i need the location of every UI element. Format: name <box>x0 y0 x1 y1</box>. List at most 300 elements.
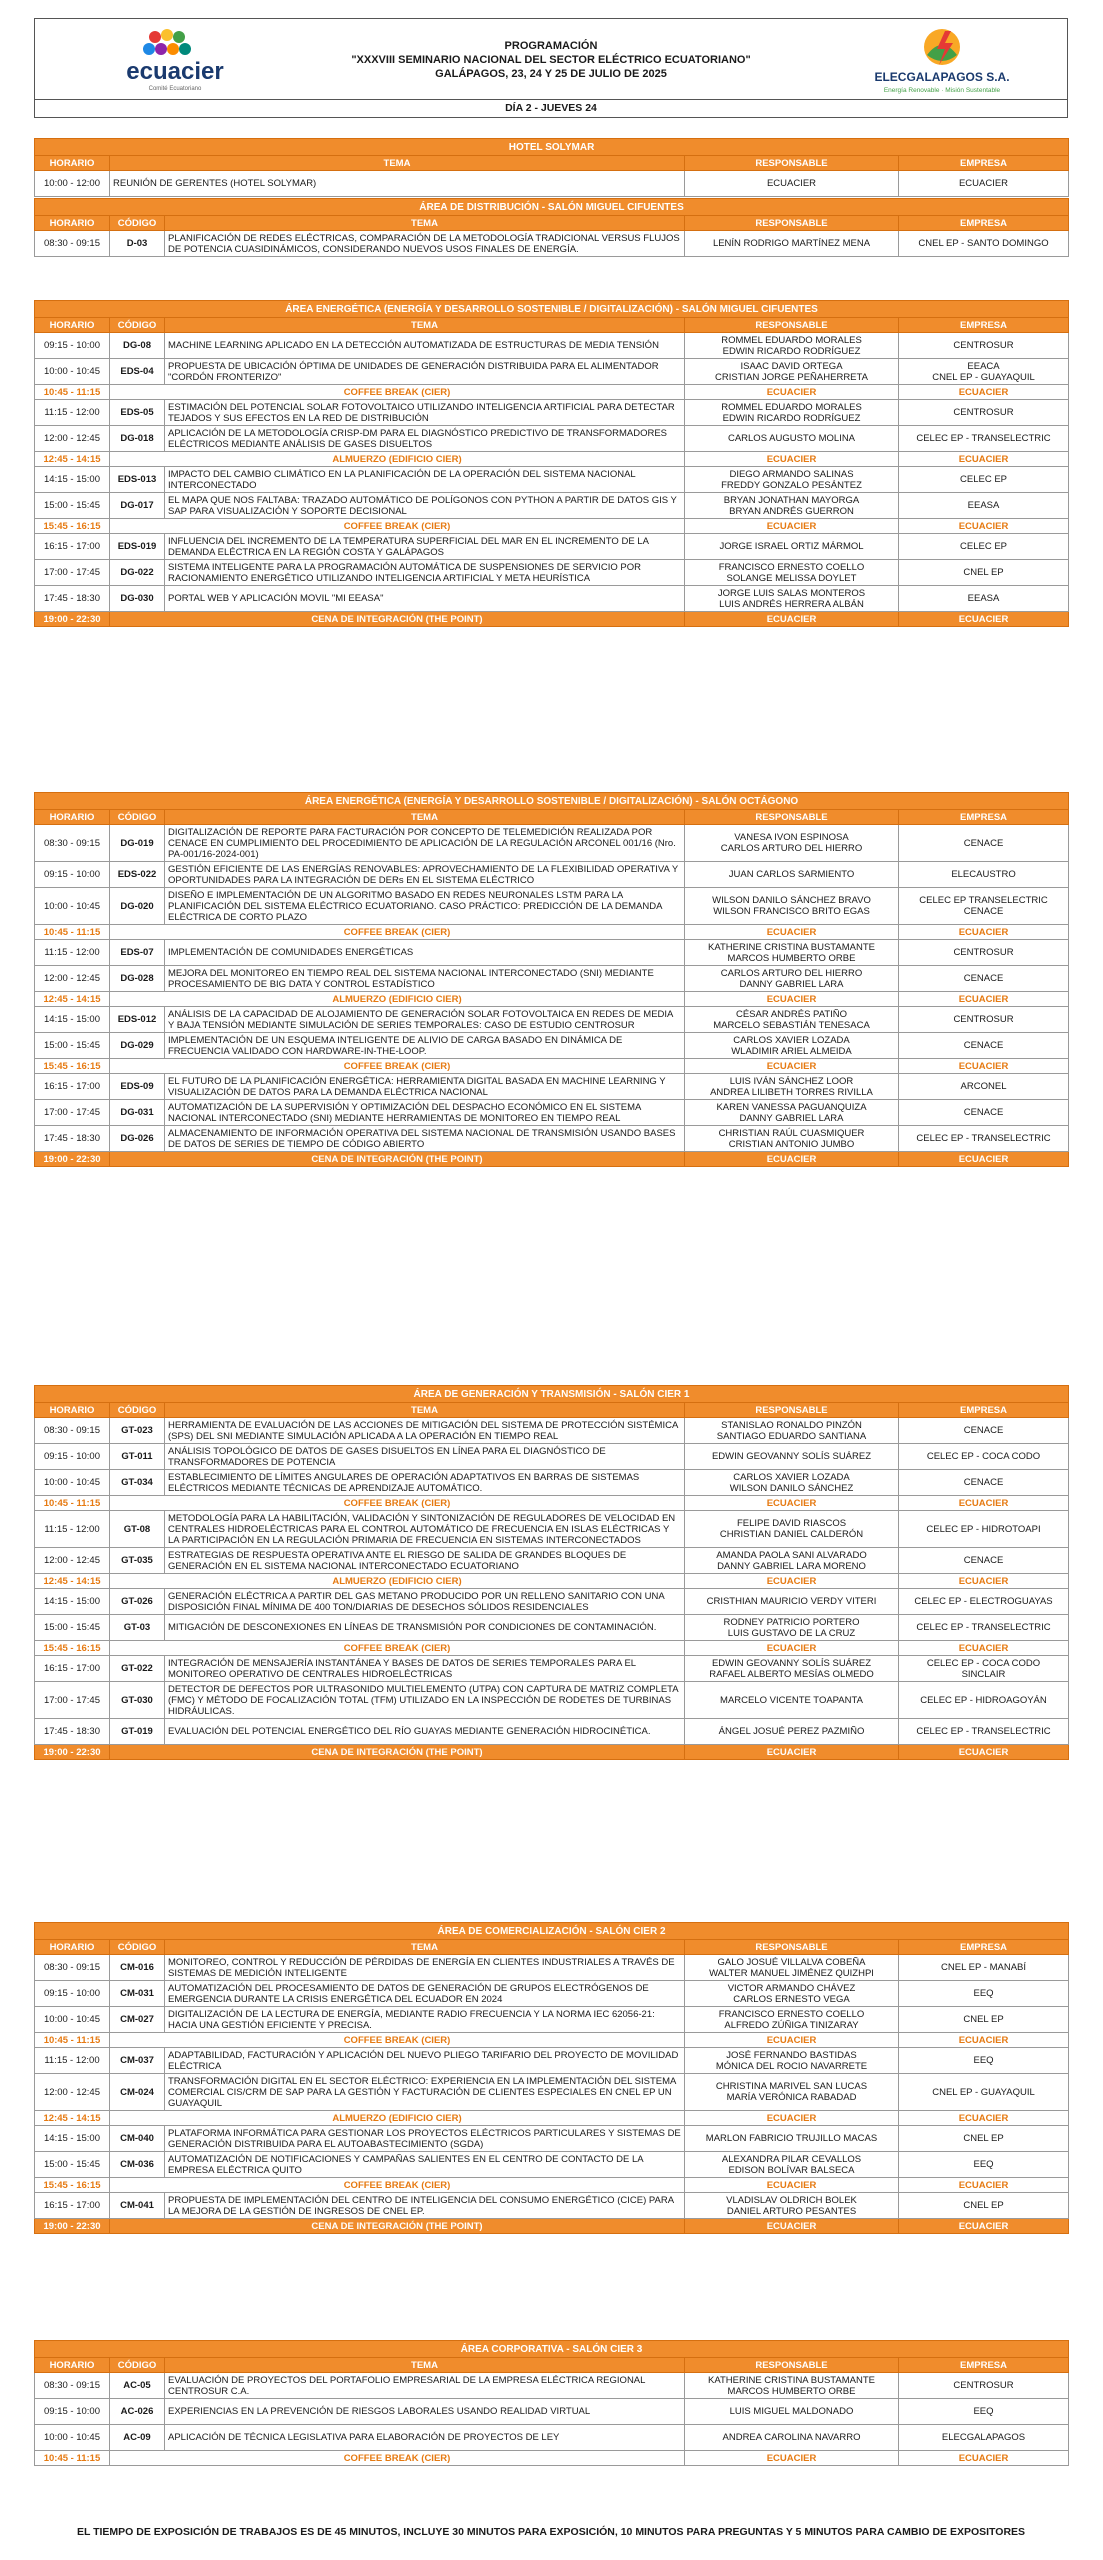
time-cell: 08:30 - 09:15 <box>35 2373 110 2399</box>
responsible-cell: JOSÉ FERNANDO BASTIDAS MÓNICA DEL ROCIO NAVARRETE <box>685 2048 899 2074</box>
company-cell: ECUACIER <box>899 2111 1069 2126</box>
responsible-cell: FELIPE DAVID RIASCOS CHRISTIAN DANIEL CALDERÓN <box>685 1511 899 1548</box>
column-header: RESPONSABLE <box>685 318 899 333</box>
topic-cell: APLICACIÓN DE LA METODOLOGÍA CRISP-DM PARA EL DIAGNÓSTICO PREDICTIVO DE TRANSFORMADORES ELÉCTRICOS MEDIANTE ANÁLISIS DE GASES DISUELTOS <box>165 426 685 452</box>
responsible-cell: ECUACIER <box>685 452 899 467</box>
responsible-cell: CHRISTINA MARIVEL SAN LUCAS MARÍA VERÓNICA RABADAD <box>685 2074 899 2111</box>
time-cell: 12:00 - 12:45 <box>35 2074 110 2111</box>
topic-cell: DISEÑO E IMPLEMENTACIÓN DE UN ALGORITMO BASADO EN REDES NEURONALES LSTM PARA LA PLANIFICACIÓN DEL SISTEMA ELÉCTRICO ECUATORIANO. CASO PRÁCTICO: PREDICCIÓN DE LA DEMANDA ELÉCTRICA DE CORTO PLAZO <box>165 888 685 925</box>
code-cell: GT-03 <box>110 1615 165 1641</box>
time-cell: 11:15 - 12:00 <box>35 400 110 426</box>
column-header-row <box>35 2358 1069 2373</box>
time-cell: 10:45 - 11:15 <box>35 2451 110 2466</box>
column-header: RESPONSABLE <box>685 810 899 825</box>
session-row <box>35 1100 1069 1126</box>
time-cell: 09:15 - 10:00 <box>35 333 110 359</box>
section-title-row <box>35 2341 1069 2358</box>
company-cell: CNEL EP - GUAYAQUIL <box>899 2074 1069 2111</box>
responsible-cell: EDWIN GEOVANNY SOLÍS SUÁREZ <box>685 1444 899 1470</box>
column-header: TEMA <box>165 2358 685 2373</box>
code-cell: EDS-09 <box>110 1074 165 1100</box>
code-cell: EDS-012 <box>110 1007 165 1033</box>
responsible-cell: GALO JOSUÉ VILLALVA COBEÑA WALTER MANUEL JIMÉNEZ QUIZHPI <box>685 1955 899 1981</box>
topic-cell: IMPLEMENTACIÓN DE UN ESQUEMA INTELIGENTE DE ALIVIO DE CARGA BASADO EN DINÁMICA DE FRECUENCIA VALIDADO CON HARDWARE-IN-THE-LOOP. <box>165 1033 685 1059</box>
column-header: HORARIO <box>35 1940 110 1955</box>
time-cell: 10:00 - 10:45 <box>35 359 110 385</box>
responsible-cell: JUAN CARLOS SARMIENTO <box>685 862 899 888</box>
break-label: COFFEE BREAK (CIER) <box>110 2451 685 2466</box>
responsible-cell: ECUACIER <box>685 1641 899 1656</box>
company-cell: ECUACIER <box>899 2451 1069 2466</box>
time-cell: 08:30 - 09:15 <box>35 1418 110 1444</box>
time-cell: 09:15 - 10:00 <box>35 862 110 888</box>
responsible-cell: BRYAN JONATHAN MAYORGA BRYAN ANDRÉS GUERRON <box>685 493 899 519</box>
company-cell: ECUACIER <box>899 519 1069 534</box>
responsible-cell: FRANCISCO ERNESTO COELLO SOLANGE MELISSA DOYLET <box>685 560 899 586</box>
company-cell: CENACE <box>899 966 1069 992</box>
code-cell: CM-037 <box>110 2048 165 2074</box>
time-cell: 16:15 - 17:00 <box>35 534 110 560</box>
company-cell: ARCONEL <box>899 1074 1069 1100</box>
topic-cell: DIGITALIZACIÓN DE REPORTE PARA FACTURACIÓN POR CONCEPTO DE TELEMEDICIÓN REALIZADA POR CENACE EN CUMPLIMIENTO DEL PROCEDIMIENTO DE APLICACIÓN DE LA REGULACIÓN ARCONEL 001/16 (Nro. PA-001/16-2024-001) <box>165 825 685 862</box>
responsible-cell: JORGE LUIS SALAS MONTEROS LUIS ANDRÉS HERRERA ALBÁN <box>685 586 899 612</box>
break-label: COFFEE BREAK (CIER) <box>110 1641 685 1656</box>
break-row <box>35 452 1069 467</box>
company-cell: CENACE <box>899 825 1069 862</box>
company-cell: CELEC EP - TRANSELECTRIC <box>899 1126 1069 1152</box>
session-row <box>35 1589 1069 1615</box>
column-header: CÓDIGO <box>110 810 165 825</box>
session-row <box>35 560 1069 586</box>
topic-cell: MEJORA DEL MONITOREO EN TIEMPO REAL DEL SISTEMA NACIONAL INTERCONECTADO (SNI) MEDIANTE PROCESAMIENTO DE BIG DATA Y CONTROL ESTADÍSTICO <box>165 966 685 992</box>
topic-cell: PROPUESTA DE IMPLEMENTACIÓN DEL CENTRO DE INTELIGENCIA DEL CONSUMO ENERGÉTICO (CICE) PARA LA MEJORA DE LA GESTIÓN DE INGRESOS DE CNEL EP. <box>165 2193 685 2219</box>
code-cell: EDS-019 <box>110 534 165 560</box>
time-cell: 14:15 - 15:00 <box>35 1589 110 1615</box>
code-cell: CM-024 <box>110 2074 165 2111</box>
time-cell: 16:15 - 17:00 <box>35 1074 110 1100</box>
topic-cell: TRANSFORMACIÓN DIGITAL EN EL SECTOR ELÉCTRICO: EXPERIENCIA EN LA IMPLEMENTACIÓN DEL SISTEMA COMERCIAL CIS/CRM DE SAP PARA LA GESTIÓN Y FACTURACIÓN DE CLIENTES ESPECIALES EN CNEL EP UN GUAYAQUIL <box>165 2074 685 2111</box>
column-header: RESPONSABLE <box>685 216 899 231</box>
topic-cell: EVALUACIÓN DEL POTENCIAL ENERGÉTICO DEL RÍO GUAYAS MEDIANTE GENERACIÓN HIDROCINÉTICA. <box>165 1719 685 1745</box>
ecuacier-logo <box>105 25 245 95</box>
time-cell: 10:00 - 12:00 <box>35 171 110 197</box>
topic-cell: ESTABLECIMIENTO DE LÍMITES ANGULARES DE OPERACIÓN ADAPTATIVOS EN BARRAS DE SISTEMAS ELÉCTRICOS MEDIANTE TÉCNICAS DE APRENDIZAJE AUTOMÁTICO. <box>165 1470 685 1496</box>
code-cell: DG-022 <box>110 560 165 586</box>
schedule-table <box>34 2340 1069 2466</box>
session-row <box>35 1511 1069 1548</box>
topic-cell: EL MAPA QUE NOS FALTABA: TRAZADO AUTOMÁTICO DE POLÍGONOS CON PYTHON A PARTIR DE DATOS GIS Y SAP PARA VISUALIZACIÓN Y SOPORTE DECISIONAL <box>165 493 685 519</box>
break-row <box>35 2451 1069 2466</box>
time-cell: 12:45 - 14:15 <box>35 2111 110 2126</box>
company-cell: ECUACIER <box>899 2178 1069 2193</box>
company-cell: CELEC EP - TRANSELECTRIC <box>899 1615 1069 1641</box>
code-cell: EDS-07 <box>110 940 165 966</box>
session-row <box>35 1548 1069 1574</box>
company-cell: CELEC EP - TRANSELECTRIC <box>899 1719 1069 1745</box>
section-title-row <box>35 1923 1069 1940</box>
company-cell: ECUACIER <box>899 2219 1069 2234</box>
column-header: RESPONSABLE <box>685 1940 899 1955</box>
company-cell: EEQ <box>899 2152 1069 2178</box>
time-cell: 09:15 - 10:00 <box>35 1981 110 2007</box>
responsible-cell: ECUACIER <box>685 925 899 940</box>
company-cell: ECUACIER <box>899 171 1069 197</box>
column-header: TEMA <box>110 156 685 171</box>
elecgalapagos-logo <box>857 25 1027 99</box>
topic-cell: METODOLOGÍA PARA LA HABILITACIÓN, VALIDACIÓN Y SINTONIZACIÓN DE REGULADORES DE VELOCIDAD EN CENTRALES HIDROELÉCTRICAS PARA EL CONTROL AUTOMÁTICO DE FRECUENCIA EN ISLAS ELÉCTRICAS Y LA PARTICIPACIÓN EN LA REGULACIÓN PRIMARIA DE FRECUENCIA EN SISTEMAS INTERCONECTADOS <box>165 1511 685 1548</box>
responsible-cell: CARLOS ARTURO DEL HIERRO DANNY GABRIEL LARA <box>685 966 899 992</box>
column-header: RESPONSABLE <box>685 2358 899 2373</box>
column-header-row <box>35 318 1069 333</box>
responsible-cell: AMANDA PAOLA SANI ALVARADO DANNY GABRIEL LARA MORENO <box>685 1548 899 1574</box>
responsible-cell: KAREN VANESSA PAGUANQUIZA DANNY GABRIEL LARA <box>685 1100 899 1126</box>
time-cell: 17:45 - 18:30 <box>35 1126 110 1152</box>
session-row <box>35 1981 1069 2007</box>
break-label: COFFEE BREAK (CIER) <box>110 925 685 940</box>
svg-text:Comité Ecuatoriano: Comité Ecuatoriano <box>148 86 202 92</box>
schedule-table <box>34 138 1069 197</box>
topic-cell: GESTIÓN EFICIENTE DE LAS ENERGÍAS RENOVABLES: APROVECHAMIENTO DE LA FLEXIBILIDAD OPERATIVA Y OPORTUNIDADES PARA LA INTEGRACIÓN DE DERs EN EL SISTEMA ELÉCTRICO <box>165 862 685 888</box>
code-cell: GT-026 <box>110 1589 165 1615</box>
responsible-cell: RODNEY PATRICIO PORTERO LUIS GUSTAVO DE LA CRUZ <box>685 1615 899 1641</box>
company-cell: ECUACIER <box>899 1496 1069 1511</box>
column-header: CÓDIGO <box>110 1403 165 1418</box>
time-cell: 19:00 - 22:30 <box>35 1152 110 1167</box>
event-dates: GALÁPAGOS, 23, 24 Y 25 DE JULIO DE 2025 <box>435 68 667 80</box>
schedule-table <box>34 792 1069 1167</box>
time-cell: 15:00 - 15:45 <box>35 2152 110 2178</box>
column-header: TEMA <box>165 318 685 333</box>
topic-cell: EL FUTURO DE LA PLANIFICACIÓN ENERGÉTICA: HERRAMIENTA DIGITAL BASADA EN MACHINE LEARNING Y VISUALIZACIÓN DE DATOS PARA LA DEMANDA ELÉCTRICA NACIONAL <box>165 1074 685 1100</box>
break-row <box>35 1574 1069 1589</box>
column-header: HORARIO <box>35 216 110 231</box>
responsible-cell: ECUACIER <box>685 2219 899 2234</box>
column-header: EMPRESA <box>899 156 1069 171</box>
column-header: EMPRESA <box>899 1940 1069 1955</box>
break-row <box>35 925 1069 940</box>
topic-cell: PLANIFICACIÓN DE REDES ELÉCTRICAS, COMPARACIÓN DE LA METODOLOGÍA TRADICIONAL VERSUS FLUJOS DE POTENCIA CUASIDINÁMICOS, CONSIDERANDO NUEVOS USOS FINALES DE ENERGÍA. <box>165 231 685 257</box>
time-cell: 15:00 - 15:45 <box>35 493 110 519</box>
topic-cell: GENERACIÓN ELÉCTRICA A PARTIR DEL GAS METANO PRODUCIDO POR UN RELLENO SANITARIO CON UNA DISPOSICIÓN FINAL MÍNIMA DE 400 TON/DIARIAS DE DESECHOS SÓLIDOS RESIDENCIALES <box>165 1589 685 1615</box>
responsible-cell: ECUACIER <box>685 385 899 400</box>
session-row <box>35 586 1069 612</box>
break-row <box>35 1059 1069 1074</box>
code-cell: DG-019 <box>110 825 165 862</box>
time-cell: 10:00 - 10:45 <box>35 888 110 925</box>
column-header: EMPRESA <box>899 216 1069 231</box>
break-label: COFFEE BREAK (CIER) <box>110 1059 685 1074</box>
session-row <box>35 171 1069 197</box>
break-label: CENA DE INTEGRACIÓN (THE POINT) <box>110 612 685 627</box>
time-cell: 10:45 - 11:15 <box>35 2033 110 2048</box>
session-row <box>35 2425 1069 2451</box>
column-header: HORARIO <box>35 810 110 825</box>
code-cell: EDS-013 <box>110 467 165 493</box>
responsible-cell: ECUACIER <box>685 612 899 627</box>
responsible-cell: ECUACIER <box>685 1059 899 1074</box>
break-label: CENA DE INTEGRACIÓN (THE POINT) <box>110 1152 685 1167</box>
responsible-cell: LENÍN RODRIGO MARTÍNEZ MENA <box>685 231 899 257</box>
schedule-table <box>34 198 1069 257</box>
company-cell: ECUACIER <box>899 992 1069 1007</box>
time-cell: 08:30 - 09:15 <box>35 231 110 257</box>
session-row <box>35 467 1069 493</box>
responsible-cell: VLADISLAV OLDRICH BOLEK DANIEL ARTURO PESANTES <box>685 2193 899 2219</box>
responsible-cell: KATHERINE CRISTINA BUSTAMANTE MARCOS HUMBERTO ORBE <box>685 2373 899 2399</box>
company-cell: CELEC EP - TRANSELECTRIC <box>899 426 1069 452</box>
break-row <box>35 2111 1069 2126</box>
responsible-cell: STANISLAO RONALDO PINZÓN SANTIAGO EDUARDO SANTIANA <box>685 1418 899 1444</box>
topic-cell: AUTOMATIZACIÓN DE LA SUPERVISIÓN Y OPTIMIZACIÓN DEL DESPACHO ECONÓMICO EN EL SISTEMA NACIONAL INTERCONECTADO (SNI) MEDIANTE HERRAMIENTAS DE MONITOREO EN TIEMPO REAL <box>165 1100 685 1126</box>
session-row <box>35 333 1069 359</box>
company-cell: ECUACIER <box>899 452 1069 467</box>
footer-note: EL TIEMPO DE EXPOSICIÓN DE TRABAJOS ES DE 45 MINUTOS, INCLUYE 30 MINUTOS PARA EXPOSICIÓN, 10 MINUTOS PARA PREGUNTAS Y 5 MINUTOS PARA CAMBIO DE EXPOSITORES <box>76 2526 1026 2538</box>
time-cell: 10:45 - 11:15 <box>35 385 110 400</box>
time-cell: 17:00 - 17:45 <box>35 1100 110 1126</box>
schedule-table <box>34 1922 1069 2234</box>
session-row <box>35 862 1069 888</box>
column-header: HORARIO <box>35 318 110 333</box>
responsible-cell: ROMMEL EDUARDO MORALES EDWIN RICARDO RODRÍGUEZ <box>685 400 899 426</box>
code-cell: DG-017 <box>110 493 165 519</box>
responsible-cell: ECUACIER <box>685 2178 899 2193</box>
session-row <box>35 888 1069 925</box>
topic-cell: ESTRATEGIAS DE RESPUESTA OPERATIVA ANTE EL RIESGO DE SALIDA DE GRANDES BLOQUES DE GENERACIÓN EN EL SISTEMA NACIONAL INTERCONECTADO ECUATORIANO <box>165 1548 685 1574</box>
responsible-cell: ANDREA CAROLINA NAVARRO <box>685 2425 899 2451</box>
code-cell: CM-036 <box>110 2152 165 2178</box>
topic-cell: EXPERIENCIAS EN LA PREVENCIÓN DE RIESGOS LABORALES USANDO REALIDAD VIRTUAL <box>165 2399 685 2425</box>
company-cell: ECUACIER <box>899 1059 1069 1074</box>
responsible-cell: KATHERINE CRISTINA BUSTAMANTE MARCOS HUMBERTO ORBE <box>685 940 899 966</box>
time-cell: 15:45 - 16:15 <box>35 1641 110 1656</box>
session-row <box>35 1074 1069 1100</box>
topic-cell: INFLUENCIA DEL INCREMENTO DE LA TEMPERATURA SUPERFICIAL DEL MAR EN EL INCREMENTO DE LA DEMANDA ELÉCTRICA EN LA REGIÓN COSTA Y GALÁPAGOS <box>165 534 685 560</box>
time-cell: 10:45 - 11:15 <box>35 925 110 940</box>
time-cell: 19:00 - 22:30 <box>35 2219 110 2234</box>
session-row <box>35 426 1069 452</box>
code-cell: CM-041 <box>110 2193 165 2219</box>
column-header: RESPONSABLE <box>685 156 899 171</box>
section-title-row <box>35 793 1069 810</box>
section-title-row <box>35 139 1069 156</box>
company-cell: EEQ <box>899 2048 1069 2074</box>
break-row <box>35 2033 1069 2048</box>
company-cell: ELECGALAPAGOS <box>899 2425 1069 2451</box>
company-cell: ECUACIER <box>899 612 1069 627</box>
company-cell: CENTROSUR <box>899 1007 1069 1033</box>
topic-cell: DETECTOR DE DEFECTOS POR ULTRASONIDO MULTIELEMENTO (UTPA) CON CAPTURA DE MATRIZ COMPLETA (FMC) Y MÉTODO DE FOCALIZACIÓN TOTAL (TFM) UTILIZADO EN LA INSPECCIÓN DE RODETES DE TURBINAS HIDRÁULICAS. <box>165 1682 685 1719</box>
company-cell: ECUACIER <box>899 1745 1069 1760</box>
break-label: CENA DE INTEGRACIÓN (THE POINT) <box>110 2219 685 2234</box>
company-cell: CNEL EP - MANABÍ <box>899 1955 1069 1981</box>
session-row <box>35 2074 1069 2111</box>
code-cell: EDS-04 <box>110 359 165 385</box>
code-cell: EDS-022 <box>110 862 165 888</box>
svg-text:ELECGALAPAGOS S.A.: ELECGALAPAGOS S.A. <box>874 70 1010 84</box>
time-cell: 17:45 - 18:30 <box>35 1719 110 1745</box>
time-cell: 16:15 - 17:00 <box>35 1656 110 1682</box>
topic-cell: REUNIÓN DE GERENTES (HOTEL SOLYMAR) <box>110 171 685 197</box>
svg-text:Energía Renovable · Misión Sus: Energía Renovable · Misión Sustentable <box>883 87 1001 94</box>
column-header: CÓDIGO <box>110 1940 165 1955</box>
column-header-row <box>35 156 1069 171</box>
topic-cell: IMPACTO DEL CAMBIO CLIMÁTICO EN LA PLANIFICACIÓN DE LA OPERACIÓN DEL SISTEMA NACIONAL INTERCONECTADO <box>165 467 685 493</box>
topic-cell: IMPLEMENTACIÓN DE COMUNIDADES ENERGÉTICAS <box>165 940 685 966</box>
break-label: ALMUERZO (EDIFICIO CIER) <box>110 1574 685 1589</box>
responsible-cell: DIEGO ARMANDO SALINAS FREDDY GONZALO PESÁNTEZ <box>685 467 899 493</box>
topic-cell: HERRAMIENTA DE EVALUACIÓN DE LAS ACCIONES DE MITIGACIÓN DEL SISTEMA DE PROTECCIÓN SISTÉMICA (SPS) DEL SNI MEDIANTE SIMULACIÓN APLICADA A LA OPERACIÓN EN TIEMPO REAL <box>165 1418 685 1444</box>
column-header: RESPONSABLE <box>685 1403 899 1418</box>
code-cell: AC-05 <box>110 2373 165 2399</box>
code-cell: DG-08 <box>110 333 165 359</box>
session-row <box>35 1126 1069 1152</box>
session-row <box>35 1615 1069 1641</box>
responsible-cell: ISAAC DAVID ORTEGA CRISTIAN JORGE PEÑAHERRETA <box>685 359 899 385</box>
topic-cell: DIGITALIZACIÓN DE LA LECTURA DE ENERGÍA, MEDIANTE RADIO FRECUENCIA Y LA NORMA IEC 62056-21: HACIA UNA GESTIÓN EFICIENTE Y PRECISA. <box>165 2007 685 2033</box>
time-cell: 14:15 - 15:00 <box>35 2126 110 2152</box>
time-cell: 19:00 - 22:30 <box>35 1745 110 1760</box>
time-cell: 11:15 - 12:00 <box>35 1511 110 1548</box>
session-row <box>35 2399 1069 2425</box>
responsible-cell: CARLOS XAVIER LOZADA WILSON DANILO SÁNCHEZ <box>685 1470 899 1496</box>
schedule-table <box>34 300 1069 627</box>
session-row <box>35 534 1069 560</box>
code-cell: CM-027 <box>110 2007 165 2033</box>
topic-cell: ALMACENAMIENTO DE INFORMACIÓN OPERATIVA DEL SISTEMA NACIONAL DE TRANSMISIÓN USANDO BASES DE DATOS DE SERIES DE TIEMPO DE CÓDIGO ABIERTO <box>165 1126 685 1152</box>
column-header: CÓDIGO <box>110 2358 165 2373</box>
code-cell: GT-022 <box>110 1656 165 1682</box>
responsible-cell: ECUACIER <box>685 1745 899 1760</box>
code-cell: GT-023 <box>110 1418 165 1444</box>
break-row <box>35 519 1069 534</box>
company-cell: CENTROSUR <box>899 400 1069 426</box>
session-row <box>35 1719 1069 1745</box>
section-title-row <box>35 301 1069 318</box>
time-cell: 17:00 - 17:45 <box>35 560 110 586</box>
topic-cell: ESTIMACIÓN DEL POTENCIAL SOLAR FOTOVOLTAICO UTILIZANDO INTELIGENCIA ARTIFICIAL PARA DETECTAR TEJADOS Y SUS EFECTOS EN LA RED DE DISTRIBUCIÓN <box>165 400 685 426</box>
column-header: EMPRESA <box>899 2358 1069 2373</box>
company-cell: ECUACIER <box>899 385 1069 400</box>
code-cell: DG-020 <box>110 888 165 925</box>
time-cell: 14:15 - 15:00 <box>35 467 110 493</box>
company-cell: ELECAUSTRO <box>899 862 1069 888</box>
column-header-row <box>35 810 1069 825</box>
company-cell: CELEC EP - HIDROAGOYÁN <box>899 1682 1069 1719</box>
responsible-cell: CHRISTIAN RAÚL CUASMIQUER CRISTIAN ANTONIO JUMBO <box>685 1126 899 1152</box>
responsible-cell: LUIS MIGUEL MALDONADO <box>685 2399 899 2425</box>
company-cell: EEACA CNEL EP - GUAYAQUIL <box>899 359 1069 385</box>
company-cell: EEQ <box>899 1981 1069 2007</box>
time-cell: 17:00 - 17:45 <box>35 1682 110 1719</box>
dinner-row <box>35 1152 1069 1167</box>
code-cell: GT-035 <box>110 1548 165 1574</box>
dinner-row <box>35 1745 1069 1760</box>
time-cell: 12:45 - 14:15 <box>35 452 110 467</box>
company-cell: EEQ <box>899 2399 1069 2425</box>
document-header <box>34 18 1068 100</box>
break-label: COFFEE BREAK (CIER) <box>110 519 685 534</box>
code-cell: DG-031 <box>110 1100 165 1126</box>
session-row <box>35 1682 1069 1719</box>
time-cell: 15:45 - 16:15 <box>35 1059 110 1074</box>
section-title-row <box>35 199 1069 216</box>
responsible-cell: ECUACIER <box>685 1496 899 1511</box>
dinner-row <box>35 612 1069 627</box>
responsible-cell: CÉSAR ANDRÉS PATIÑO MARCELO SEBASTIÁN TENESACA <box>685 1007 899 1033</box>
code-cell: DG-028 <box>110 966 165 992</box>
company-cell: ECUACIER <box>899 1641 1069 1656</box>
time-cell: 12:00 - 12:45 <box>35 426 110 452</box>
company-cell: CNEL EP <box>899 2007 1069 2033</box>
company-cell: CENACE <box>899 1548 1069 1574</box>
company-cell: EEASA <box>899 493 1069 519</box>
break-label: COFFEE BREAK (CIER) <box>110 385 685 400</box>
company-cell: CENTROSUR <box>899 333 1069 359</box>
column-header-row <box>35 1940 1069 1955</box>
session-row <box>35 400 1069 426</box>
code-cell: GT-08 <box>110 1511 165 1548</box>
session-row <box>35 1418 1069 1444</box>
company-cell: CELEC EP TRANSELECTRIC CENACE <box>899 888 1069 925</box>
break-row <box>35 1496 1069 1511</box>
session-row <box>35 1033 1069 1059</box>
topic-cell: EVALUACIÓN DE PROYECTOS DEL PORTAFOLIO EMPRESARIAL DE LA EMPRESA ELÉCTRICA REGIONAL CENTROSUR C.A. <box>165 2373 685 2399</box>
code-cell: AC-026 <box>110 2399 165 2425</box>
code-cell: CM-031 <box>110 1981 165 2007</box>
code-cell: DG-018 <box>110 426 165 452</box>
section-title: ÁREA DE GENERACIÓN Y TRANSMISIÓN - SALÓN CIER 1 <box>35 1386 1069 1403</box>
responsible-cell: CARLOS AUGUSTO MOLINA <box>685 426 899 452</box>
break-row <box>35 992 1069 1007</box>
code-cell: DG-029 <box>110 1033 165 1059</box>
time-cell: 08:30 - 09:15 <box>35 1955 110 1981</box>
break-label: COFFEE BREAK (CIER) <box>110 2178 685 2193</box>
column-header: TEMA <box>165 1403 685 1418</box>
responsible-cell: WILSON DANILO SÁNCHEZ BRAVO WILSON FRANCISCO BRITO EGAS <box>685 888 899 925</box>
time-cell: 16:15 - 17:00 <box>35 2193 110 2219</box>
session-row <box>35 1444 1069 1470</box>
responsible-cell: ROMMEL EDUARDO MORALES EDWIN RICARDO RODRÍGUEZ <box>685 333 899 359</box>
session-row <box>35 2193 1069 2219</box>
time-cell: 08:30 - 09:15 <box>35 825 110 862</box>
responsible-cell: MARCELO VICENTE TOAPANTA <box>685 1682 899 1719</box>
responsible-cell: ECUACIER <box>685 2451 899 2466</box>
day-label: DÍA 2 - JUEVES 24 <box>34 100 1068 118</box>
responsible-cell: ECUACIER <box>685 2111 899 2126</box>
code-cell: GT-034 <box>110 1470 165 1496</box>
session-row <box>35 493 1069 519</box>
company-cell: CELEC EP - COCA CODO SINCLAIR <box>899 1656 1069 1682</box>
responsible-cell: ECUACIER <box>685 171 899 197</box>
company-cell: ECUACIER <box>899 925 1069 940</box>
company-cell: CENACE <box>899 1418 1069 1444</box>
time-cell: 12:00 - 12:45 <box>35 1548 110 1574</box>
program-label: PROGRAMACIÓN <box>504 40 598 52</box>
session-row <box>35 1656 1069 1682</box>
company-cell: CENTROSUR <box>899 940 1069 966</box>
company-cell: ECUACIER <box>899 1152 1069 1167</box>
session-row <box>35 2048 1069 2074</box>
session-row <box>35 966 1069 992</box>
session-row <box>35 2152 1069 2178</box>
company-cell: CNEL EP <box>899 2126 1069 2152</box>
header-title <box>295 39 807 81</box>
company-cell: CENTROSUR <box>899 2373 1069 2399</box>
session-row <box>35 1955 1069 1981</box>
code-cell: CM-040 <box>110 2126 165 2152</box>
code-cell: GT-019 <box>110 1719 165 1745</box>
topic-cell: MONITOREO, CONTROL Y REDUCCIÓN DE PÉRDIDAS DE ENERGÍA EN CLIENTES INDUSTRIALES A TRAVÉS DE SISTEMAS DE MEDICIÓN INTELIGENTE <box>165 1955 685 1981</box>
